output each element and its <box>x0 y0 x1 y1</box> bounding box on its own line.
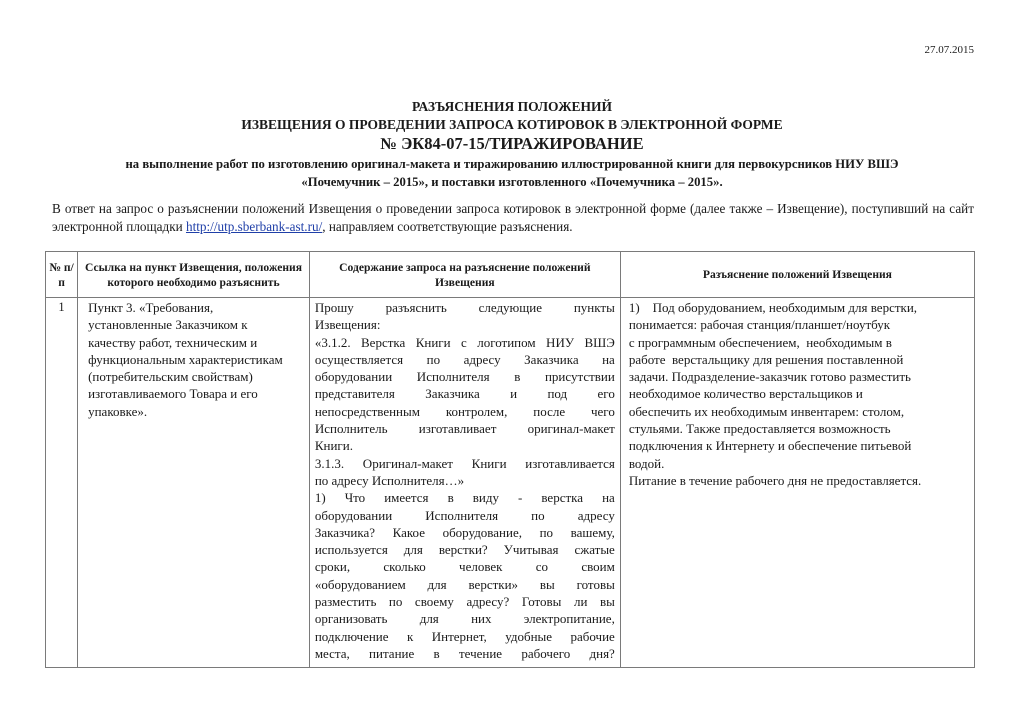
intro-paragraph <box>52 200 974 236</box>
request-line: 1) Что имеется в виду - верстка на <box>314 490 615 506</box>
header-reference: Ссылка на пункт Извещения, положения которого необходимо разъяснить <box>78 252 310 298</box>
request-line: используется для верстки? Учитывая сжатые <box>314 542 615 558</box>
request-line: Книги. <box>314 438 353 454</box>
request-line: оборудовании Исполнителя в присутствии <box>314 369 615 385</box>
table-row <box>46 298 975 668</box>
request-line: «3.1.2. Верстка Книги с логотипом НИУ ВШЭ <box>314 334 615 350</box>
answer-line: подключения к Интернету и обеспечение питьевой <box>628 438 912 454</box>
reference-line: упаковке». <box>88 403 148 419</box>
document-date: 27.07.2015 <box>924 44 974 56</box>
header-request: Содержание запроса на разъяснение положений Извещения <box>309 252 620 298</box>
answer-cell <box>620 298 974 668</box>
sberbank-ast-link[interactable]: http://utp.sberbank-ast.ru/ <box>185 219 323 234</box>
answer-line: стульями. Также предоставляется возможность <box>628 421 891 437</box>
reference-cell <box>78 298 310 668</box>
intro-text-end: , направляем соответствующие разъяснения. <box>322 219 573 234</box>
document-title <box>0 98 1024 191</box>
request-cell <box>309 298 620 668</box>
clarifications-table <box>45 251 975 668</box>
answer-line: 1) Под оборудованием, необходимым для верстки, <box>628 300 918 315</box>
reference-line: установленные Заказчиком к <box>88 317 248 333</box>
request-line: разместить по своему адресу? Готовы ли вы <box>314 594 615 610</box>
answer-line: задачи. Подразделение-заказчик готово разместить <box>628 369 911 385</box>
reference-line: качеству работ, техническим и <box>88 334 258 350</box>
answer-line: понимается: рабочая станция/планшет/ноутбук <box>628 317 891 333</box>
request-line: осуществляется по адресу Заказчика на <box>314 351 615 367</box>
answer-line: с программным обеспечением, необходимым в <box>628 334 892 350</box>
request-line: оборудовании Исполнителя по адресу <box>314 507 615 523</box>
reference-line: Пункт 3. «Требования, <box>88 300 214 315</box>
row-number: 1 <box>46 298 78 668</box>
title-subject-line-2: «Почемучник – 2015», и поставки изготовленного «Почемучника – 2015». <box>301 175 723 189</box>
request-line: представителя Заказчика и под его <box>314 386 615 402</box>
request-line: непосредственным контролем, после чего <box>314 403 615 419</box>
request-line: Извещения: <box>314 317 381 333</box>
table-header-row <box>46 252 975 298</box>
request-line: Прошу разъяснить следующие пункты <box>314 300 615 315</box>
request-line: 3.1.3. Оригинал-макет Книги изготавливается <box>314 455 615 471</box>
reference-line: (потребительским свойствам) <box>88 369 253 385</box>
request-line: Заказчика? Какое оборудование, по вашему, <box>314 524 615 540</box>
answer-line: работе верстальщику для решения поставленной <box>628 351 904 367</box>
request-line: подключение к Интернет, удобные рабочие <box>314 628 615 644</box>
request-line: Исполнитель изготавливает оригинал-макет <box>314 421 615 437</box>
header-number: № п/п <box>46 252 78 298</box>
answer-line: необходимое количество верстальщиков и <box>628 386 863 402</box>
answer-line: обеспечить их необходимым инвентарем: столом, <box>628 403 905 419</box>
title-line-1: РАЗЪЯСНЕНИЯ ПОЛОЖЕНИЙ <box>411 99 613 114</box>
reference-line: изготавливаемого Товара и его <box>88 386 258 402</box>
answer-line: Питание в течение рабочего дня не предоставляется. <box>628 472 922 488</box>
reference-line: функциональным характеристикам <box>88 351 283 367</box>
request-line: сроки, сколько человек со своим <box>314 559 615 575</box>
request-line: организовать для них электропитание, <box>314 611 615 627</box>
title-subject-line-1: на выполнение работ по изготовлению оригинал-макета и тиражированию иллюстрированной книги для первокурсников НИУ ВШЭ <box>125 157 899 171</box>
header-answer: Разъяснение положений Извещения <box>620 252 974 298</box>
request-line: «оборудованием для верстки» вы готовы <box>314 576 615 592</box>
answer-line: водой. <box>628 455 665 471</box>
title-line-2: ИЗВЕЩЕНИЯ О ПРОВЕДЕНИИ ЗАПРОСА КОТИРОВОК В ЭЛЕКТРОННОЙ ФОРМЕ <box>241 117 783 132</box>
title-notice-number: № ЭК84-07-15/ТИРАЖИРОВАНИЕ <box>380 134 644 153</box>
request-line: по адресу Исполнителя…» <box>314 472 465 488</box>
request-line: места, питание в течение рабочего дня? <box>314 645 615 661</box>
intro-text: В ответ на запрос о разъяснении положений Извещения о проведении запроса котировок в электронной форме (далее также – Извещение), поступивший на сайт электронной площадки <box>52 201 974 234</box>
